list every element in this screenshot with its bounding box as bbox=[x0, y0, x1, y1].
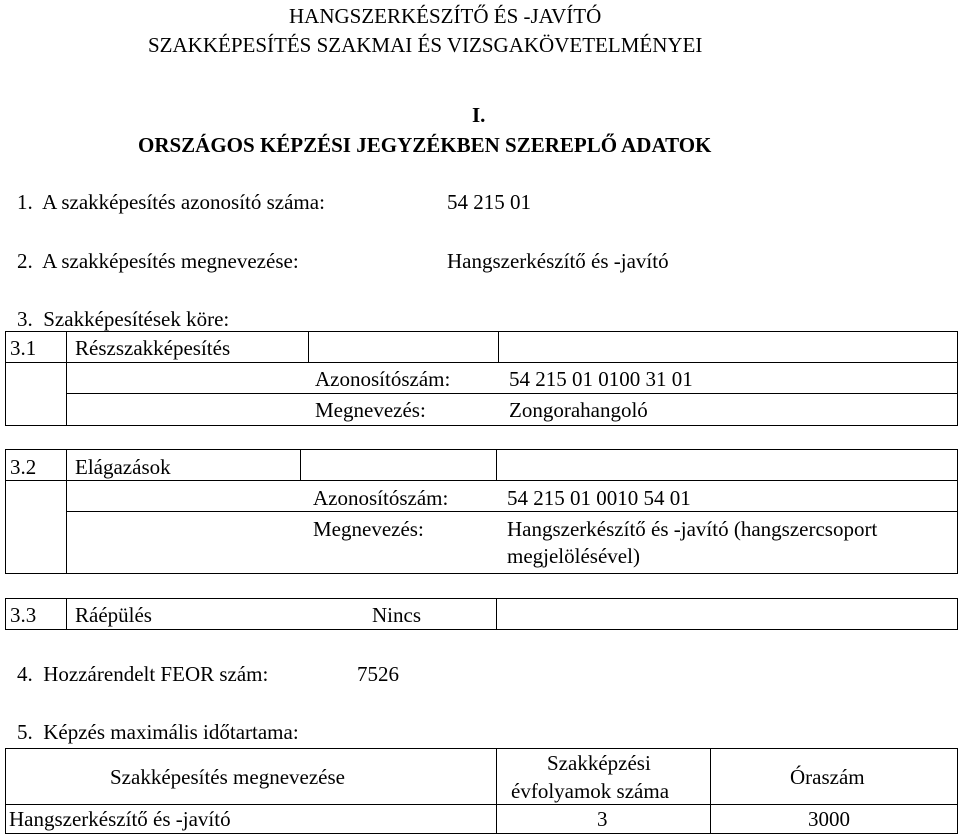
duration-label: 5. Képzés maximális időtartama: bbox=[17, 720, 299, 744]
partial-name-value: Zongorahangoló bbox=[509, 398, 648, 422]
partial-id-value: 54 215 01 0100 31 01 bbox=[509, 367, 693, 391]
builds-number: 3.3 bbox=[10, 603, 37, 627]
partial-number: 3.1 bbox=[10, 336, 37, 360]
section-number: I. bbox=[472, 103, 486, 127]
partial-id-label: Azonosítószám: bbox=[315, 367, 451, 391]
duration-row-hours: 3000 bbox=[808, 807, 850, 831]
duration-row-years: 3 bbox=[597, 807, 608, 831]
duration-col1-header: Szakképesítés megnevezése bbox=[110, 765, 345, 789]
document-title-line1: HANGSZERKÉSZÍTŐ ÉS -JAVÍTÓ bbox=[289, 4, 602, 28]
branches-label: Elágazások bbox=[75, 455, 171, 479]
builds-value: Nincs bbox=[372, 603, 421, 627]
branches-name-value-line1: Hangszerkészítő és -javító (hangszercsoport bbox=[507, 517, 878, 541]
item2-value: Hangszerkészítő és -javító bbox=[447, 249, 669, 273]
document-title-line2: SZAKKÉPESÍTÉS SZAKMAI ÉS VIZSGAKÖVETELMÉNYEI bbox=[148, 33, 703, 57]
duration-col3-header: Óraszám bbox=[790, 765, 865, 789]
duration-col2-header-line1: Szakképzési bbox=[547, 751, 651, 775]
item1-value: 54 215 01 bbox=[447, 190, 531, 214]
partial-label: Részszakképesítés bbox=[75, 336, 231, 360]
branches-name-value-line2: megjelölésével) bbox=[507, 544, 640, 568]
branches-id-label: Azonosítószám: bbox=[313, 486, 449, 510]
item3-label: 3. Szakképesítések köre: bbox=[17, 307, 230, 331]
feor-value: 7526 bbox=[357, 662, 399, 686]
partial-name-label: Megnevezés: bbox=[315, 398, 426, 422]
feor-label: 4. Hozzárendelt FEOR szám: bbox=[17, 662, 269, 686]
item2-label: 2. A szakképesítés megnevezése: bbox=[17, 249, 299, 273]
branches-name-label: Megnevezés: bbox=[313, 517, 424, 541]
duration-col2-header-line2: évfolyamok száma bbox=[511, 779, 670, 803]
branches-number: 3.2 bbox=[10, 455, 37, 479]
builds-label: Ráépülés bbox=[75, 603, 152, 627]
duration-row-name: Hangszerkészítő és -javító bbox=[9, 807, 231, 831]
branches-id-value: 54 215 01 0010 54 01 bbox=[507, 486, 691, 510]
item1-label: 1. A szakképesítés azonosító száma: bbox=[17, 190, 325, 214]
section-title: ORSZÁGOS KÉPZÉSI JEGYZÉKBEN SZEREPLŐ ADATOK bbox=[138, 133, 712, 157]
